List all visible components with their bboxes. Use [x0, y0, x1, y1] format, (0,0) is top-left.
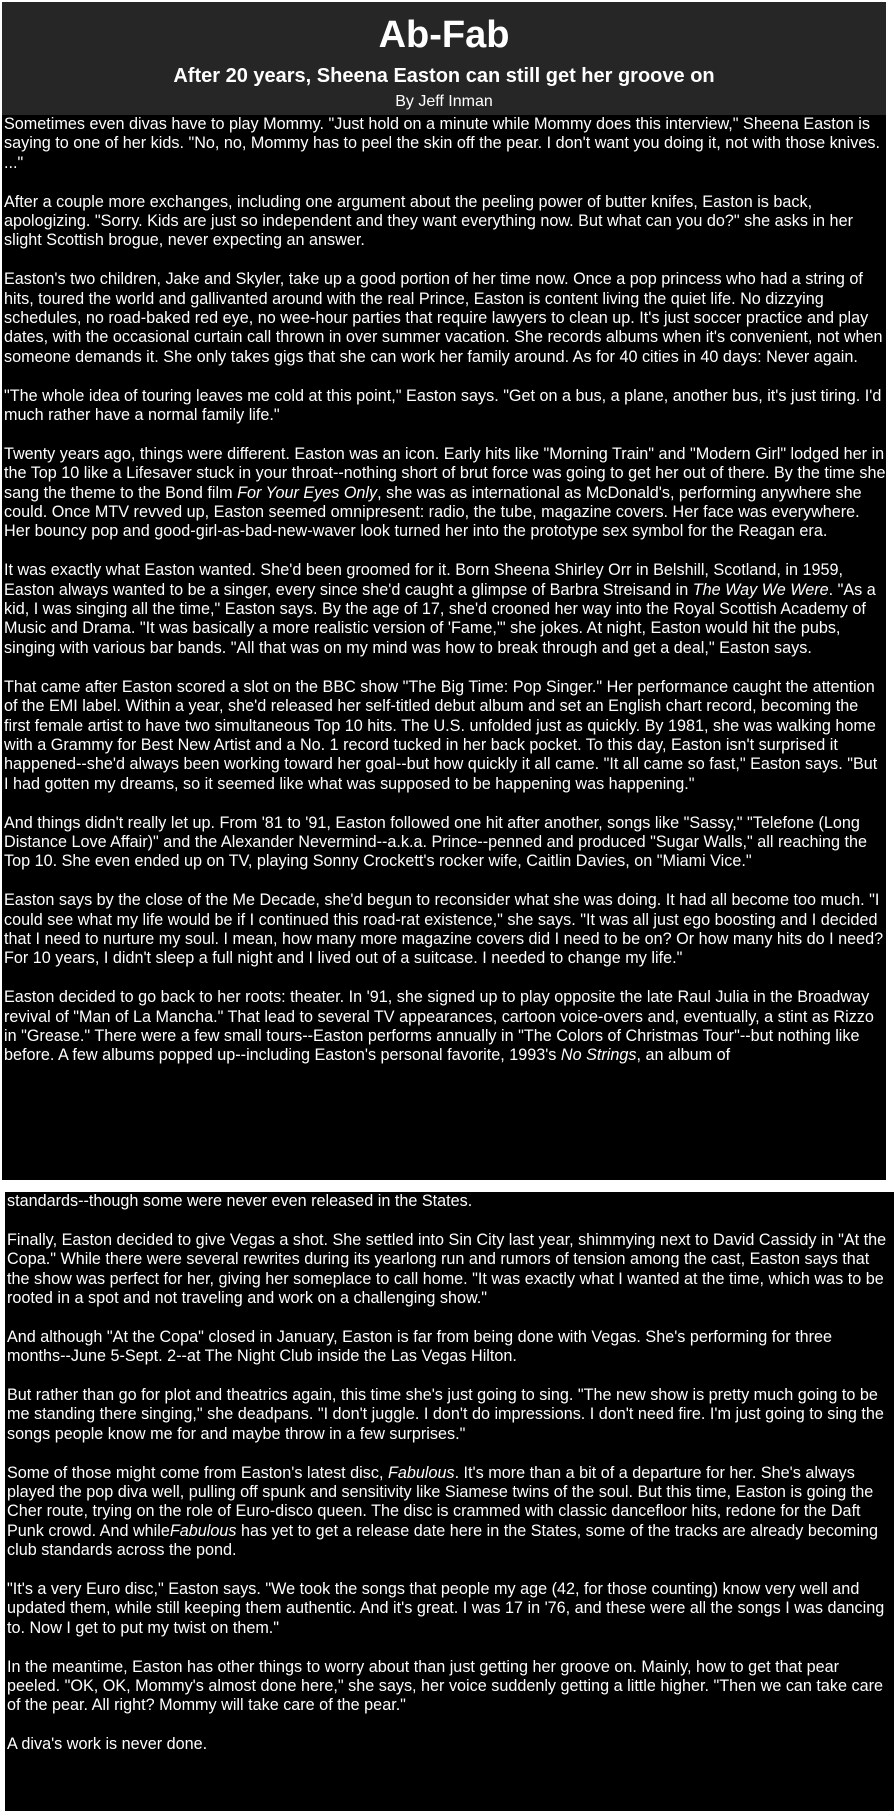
film-title: For Your Eyes Only: [237, 483, 378, 502]
paragraph: [4, 445, 886, 542]
paragraph-text: . It's more than a bit of a departure for her. She's always played the pop diva well, pulling off spunk and sensitivity like Siamese twins of the soul. But this time, Easton is going the Cher route, trying on the role of Euro-disco queen. The disc is crammed with classic dancefloor hits, redone for the Daft Punk crowd. And while: [7, 1463, 874, 1540]
paragraph-text: , an album of: [636, 1046, 731, 1065]
paragraph-continued: standards--though some were never even released in the States.: [7, 1192, 473, 1210]
paragraph: And things didn't really let up. From '81 to '91, Easton followed one hit after another, songs like "Sassy," "Telefone (Long Distance Love Affair)" and the Alexander Nevermind--a.k.a. Prince--penned and produced "Sugar Walls," all reaching the Top 10. She even ended up on TV, playing Sonny Crockett's rocker wife, Caitlin Davies, on "Miami Vice.": [4, 813, 868, 871]
paragraph: "The whole idea of touring leaves me cold at this point," Easton says. "Get on a bus, a plane, another bus, it's just tiring. I'd much rather have a normal family life.": [4, 386, 882, 425]
article-body-part-2: [5, 1192, 894, 1811]
paragraph-text: Easton decided to go back to her roots: theater. In '91, she signed up to play opposite the late Raul Julia in the Broadway revival of "Man of La Mancha." That lead to several TV appearances, cartoon voice-overs and, eventually, a stint as Rizzo in "Grease." There were a few small tours--Easton performs annually in "The Colors of Christmas Tour"--but nothing like before. A few albums popped up--including Easton's personal favorite, 1993's: [4, 988, 874, 1065]
paragraph: [7, 1464, 894, 1561]
paragraph: Easton says by the close of the Me Decade, she'd begun to reconsider what she was doing. It had all become too much. "I could see what my life would be if I continued this road-rat existence," she says. "It was all just ego boosting and I decided that I need to nurture my soul. I mean, how many more magazine covers did I need to be on? Or how many hits do I need? For 10 years, I didn't sleep a full night and I lived out of a suitcase. I needed to change my life.": [4, 891, 884, 968]
paragraph: Sometimes even divas have to play Mommy. "Just hold on a minute while Mommy does this interview," Sheena Easton is saying to one of her kids. "No, no, Mommy has to peel the skin off the pear. I don't want you doing it, not with those knives. ...": [4, 115, 880, 172]
paragraph: After a couple more exchanges, including one argument about the peeling power of butter knifes, Easton is back, apologizing. "Sorry. Kids are just so independent and they want everything now. But what can you do?" she asks in her slight Scottish brogue, never expecting an answer.: [4, 192, 853, 250]
article-byline: By Jeff Inman: [395, 93, 493, 110]
paragraph-text: It was exactly what Easton wanted. She'd been groomed for it. Born Sheena Shirley Orr in Belshill, Scotland, in 1959, Easton always wanted to be a singer, every since she'd caught a glimpse of Barbra Streisand in: [4, 561, 844, 599]
article-body-part-1: [2, 115, 886, 1180]
paragraph: Easton's two children, Jake and Skyler, take up a good portion of her time now. Once a pop princess who had a string of hits, toured the world and gallivanted around with the real Prince, Easton is content living the quiet life. No dizzying schedules, no road-baked red eye, no wee-hour parties that require lawyers to clean up. It's just soccer practice and play dates, with the occasional curtain call thrown in over summer vacation. She records albums when it's convenient, not when someone demands it. She only takes gigs that she can work her family around. As for 40 cities in 40 days: Never again.: [4, 270, 883, 366]
article-subtitle: After 20 years, Sheena Easton can still get her groove on: [173, 65, 715, 87]
film-title: The Way We Were: [692, 580, 829, 599]
paragraph-text: has yet to get a release date here in the States, some of the tracks are already becoming club standards across the pond.: [7, 1521, 879, 1560]
album-title: Fabulous: [387, 1463, 455, 1482]
paragraph: [4, 561, 886, 658]
paragraph-text: . "As a kid, I was singing all the time," Easton says. By the age of 17, she'd crooned her way into the Royal Scottish Academy of Music and Drama. "It was basically a more realistic version of 'Fame,'" she jokes. At night, Easton would hit the pubs, singing with various bar bands. "All that was on my mind was how to break through and get a deal," Easton says.: [4, 580, 876, 657]
paragraph-text: Some of those might come from Easton's latest disc,: [7, 1463, 388, 1482]
paragraph: A diva's work is never done.: [7, 1735, 208, 1754]
album-title: Fabulous: [169, 1521, 237, 1540]
paragraph-text: , she was as international as McDonald's, performing anywhere she could. Once MTV revved up, Easton seemed omnipresent: radio, the tube, magazine covers. Her face was everywhere. Her bouncy pop and good-girl-as-bad-new-waver look turned her into the prototype sex symbol for the Reagan era.: [4, 483, 862, 541]
paragraph-text: Twenty years ago, things were different. Easton was an icon. Early hits like "Morning Train" and "Modern Girl" lodged her in the Top 10 like a Lifesaver stuck in your throat--nothing short of brut force was going to get her out of there. By the time she sang the theme to the Bond film: [4, 444, 886, 502]
paragraph: "It's a very Euro disc," Easton says. "We took the songs that people my age (42, for those counting) know very well and updated them, while still keeping them authentic. And it's great. I was 17 in '76, and these were all the songs I was dancing to. Now I get to put my twist on them.": [7, 1580, 885, 1637]
paragraph: [4, 988, 886, 1066]
album-title: No Strings: [560, 1046, 637, 1065]
article-header: [2, 2, 886, 115]
paragraph: And although "At the Copa" closed in January, Easton is far from being done with Vegas. She's performing for three months--June 5-Sept. 2--at The Night Club inside the Las Vegas Hilton.: [7, 1327, 833, 1366]
paragraph: But rather than go for plot and theatrics again, this time she's just going to sing. "The new show is pretty much going to be me standing there singing," she deadpans. "I don't juggle. I don't do impressions. I don't need fire. I'm just going to sing the songs people know me for and maybe throw in a few surprises.": [7, 1386, 884, 1443]
paragraph: Finally, Easton decided to give Vegas a shot. She settled into Sin City last year, shimmying next to David Cassidy in "At the Copa." While there were several rewrites during its yearlong run and rumors of tension among the cast, Easton says that the show was perfect for her, giving her someplace to call home. "It was exactly what I wanted at the time, which was to be rooted in a spot and not traveling and work on a challenging show.": [7, 1230, 887, 1308]
paragraph: In the meantime, Easton has other things to worry about than just getting her groove on. Mainly, how to get that pear peeled. "OK, OK, Mommy's almost done here," she says, her voice suddenly getting a little higher. "Then we can take care of the pear. All right? Mommy will take care of the pear.": [7, 1657, 884, 1715]
article-title: Ab-Fab: [378, 14, 510, 56]
paragraph: That came after Easton scored a slot on the BBC show "The Big Time: Pop Singer." Her performance caught the attention of the EMI label. Within a year, she'd released her self-titled debut album and set an English chart record, becoming the first female artist to have two simultaneous Top 10 hits. The U.S. unfolded just as quickly. By 1981, she was walking home with a Grammy for Best New Artist and a No. 1 record tucked in her back pocket. To this day, Easton isn't surprised it happened--she'd always been working toward her goal--but how quickly it all came. "It all came so fast," Easton says. "But I had gotten my dreams, so it seemed like what was supposed to be happening was happening.": [4, 677, 878, 793]
